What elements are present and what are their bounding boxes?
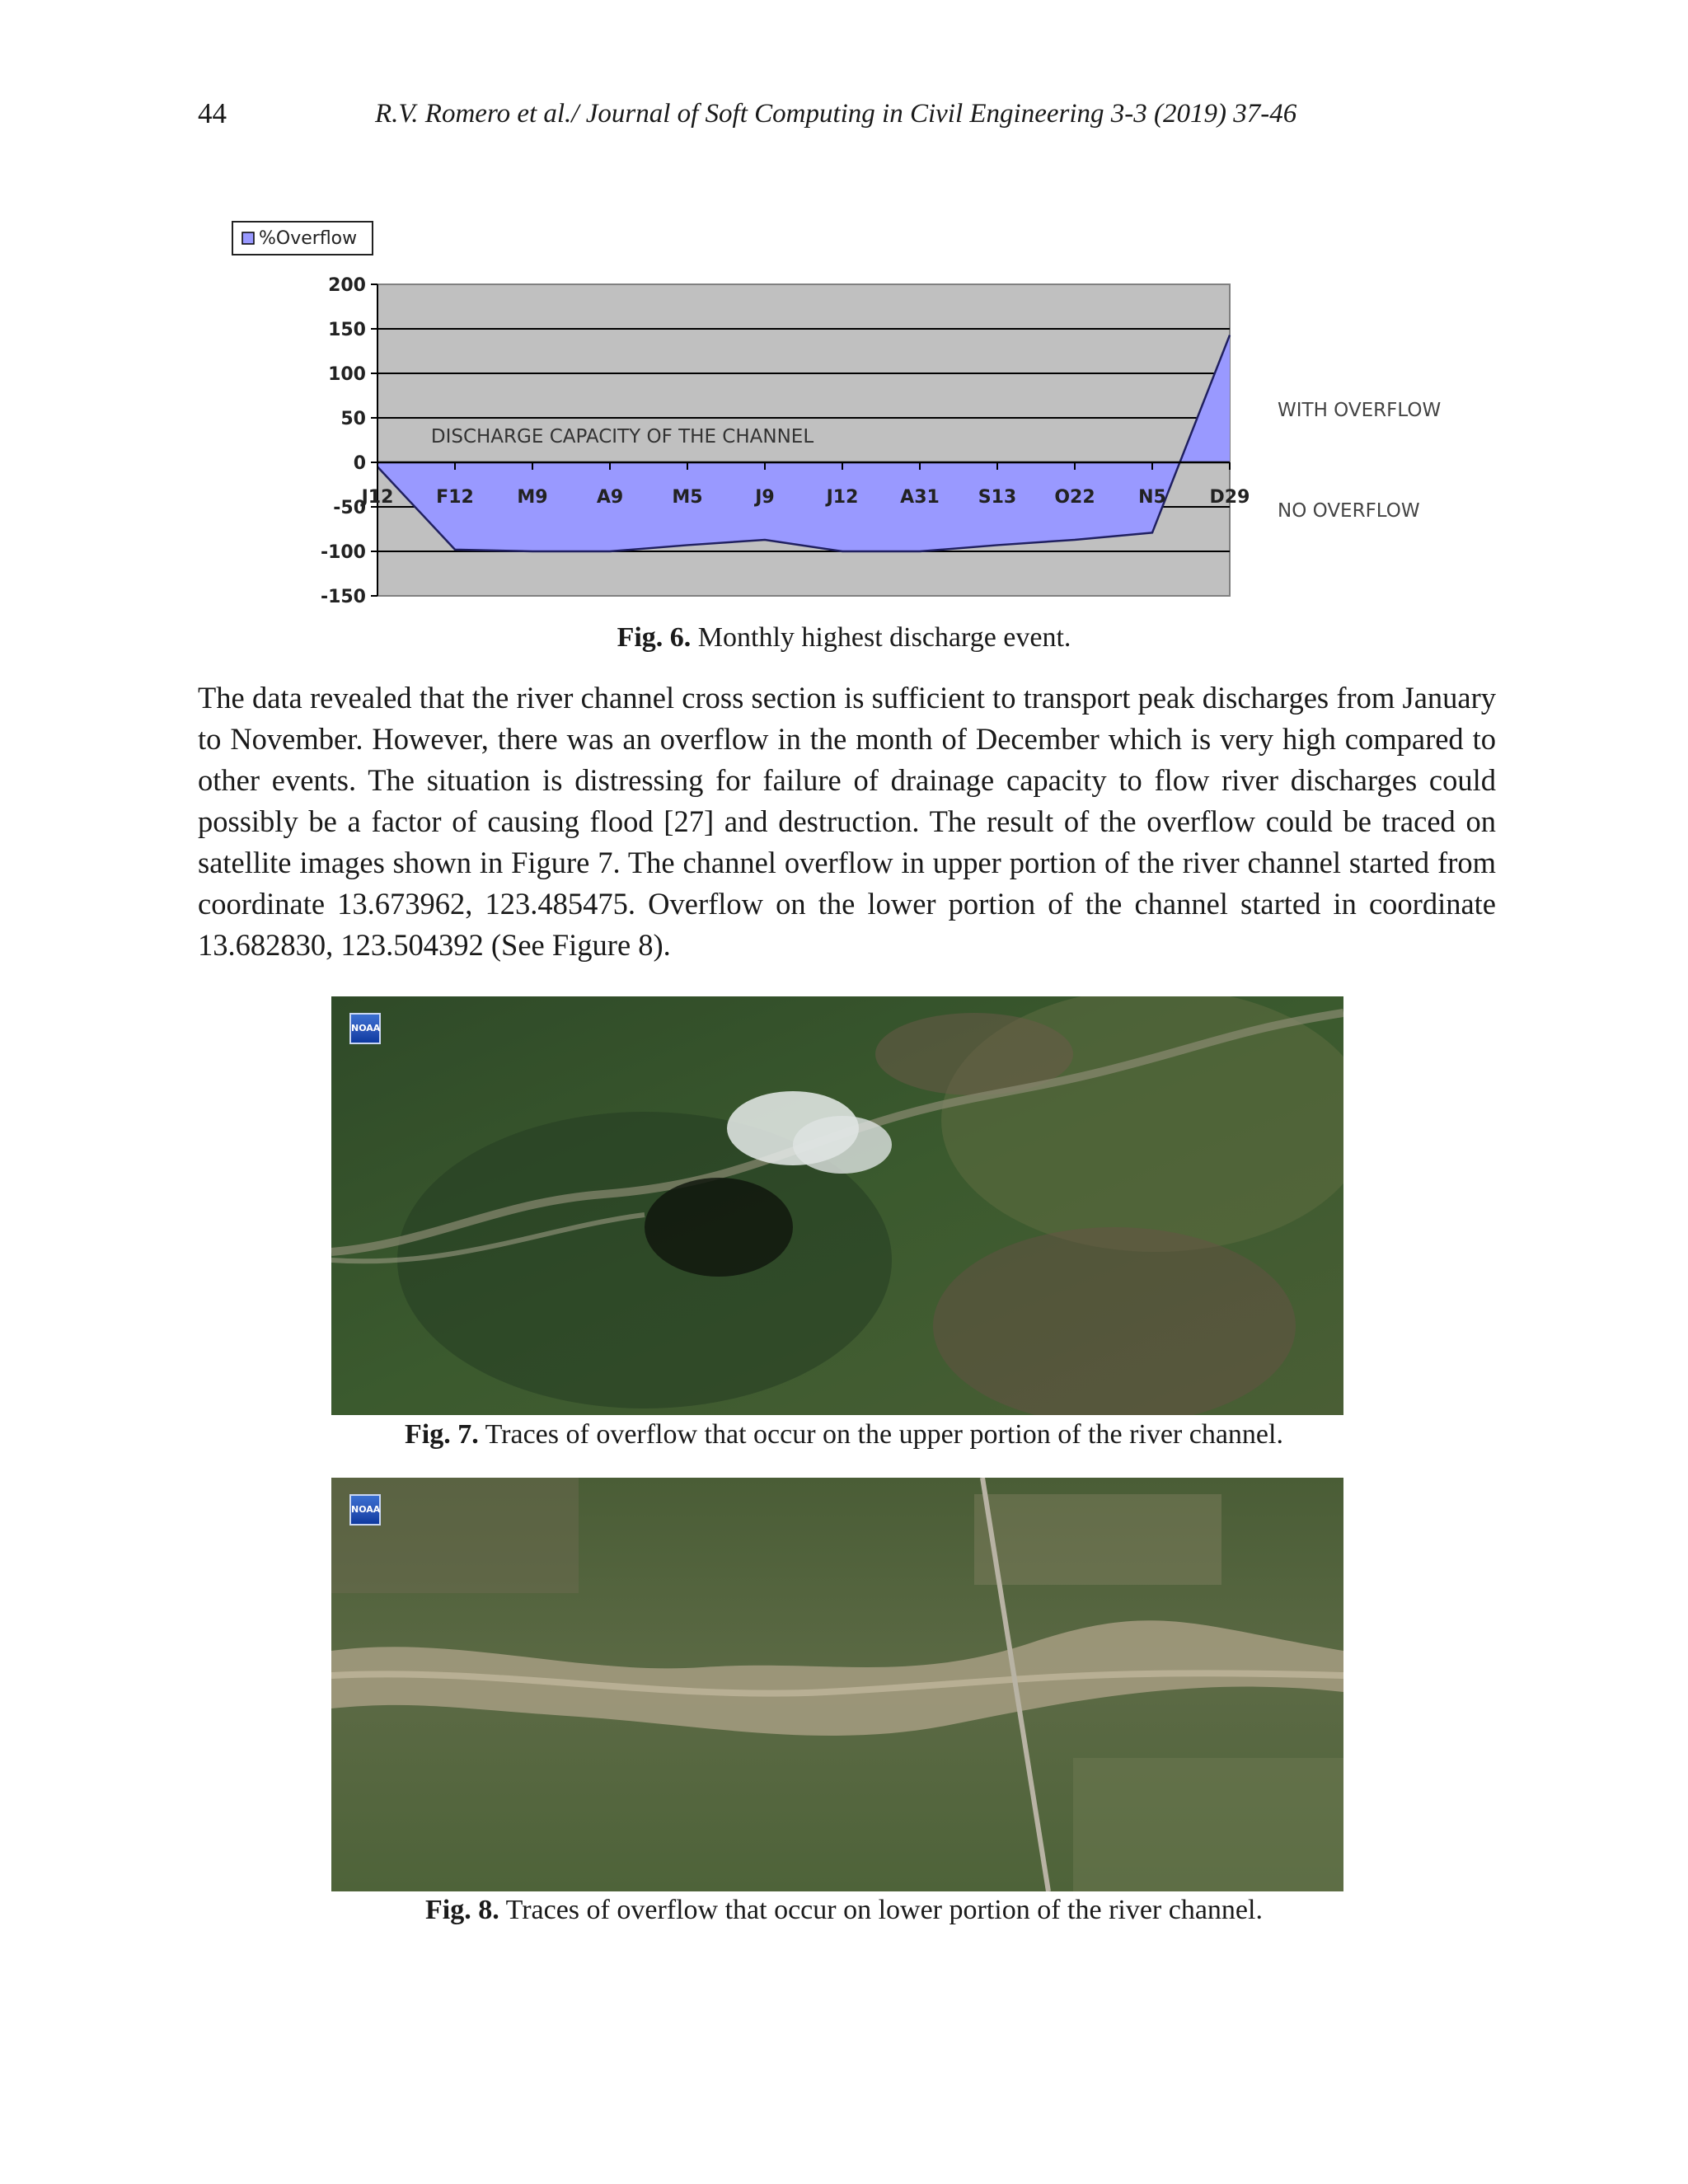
fig6-label: Fig. 6. [617,622,692,653]
x-tick-label: A31 [900,487,940,508]
fig7-image [331,996,1343,1415]
page-number: 44 [198,97,227,129]
x-tick-label: S13 [978,487,1017,508]
overflow-chart [223,210,1475,614]
body-paragraph: The data revealed that the river channel cross section is sufficient to transport peak discharges from January to November. However, there was an overflow in the month of December which is very high compared to other events. The situation is distressing for failure of drainage capacity to flow river discharges could possibly be a factor of causing flood [27] and destruction. The result of the overflow could be traced on satellite images shown in Figure 7. The channel overflow in upper portion of the river channel started from coordinate 13.673962, 123.485475. Overflow on the lower portion of the channel started in coordinate 13.682830, 123.504392 (See Figure 8). [198,681,1496,962]
noaa-logo: NOAA [349,1013,381,1044]
fig7-caption [0,1419,1688,1451]
fig6-text: Monthly highest discharge event. [691,622,1071,653]
x-tick-label: J12 [361,487,394,508]
x-tick-label: M5 [672,487,703,508]
x-tick-label: F12 [436,487,474,508]
x-tick-label: M9 [517,487,548,508]
no-overflow-label: NO OVERFLOW [1278,500,1420,522]
y-tick-label: -50 [333,498,366,518]
x-tick-label: O22 [1054,487,1095,508]
fig6-caption [0,622,1688,654]
legend-label: %Overflow [259,228,358,249]
y-tick-label: -100 [320,542,366,563]
fig8-image [331,1478,1343,1891]
fig7-label: Fig. 7. [405,1419,479,1450]
legend-swatch [242,232,254,244]
y-tick-label: 150 [328,320,366,340]
y-tick-label: 100 [328,364,366,385]
x-tick-label: J9 [755,487,775,508]
y-tick-label: 0 [353,453,366,474]
fig8-text: Traces of overflow that occur on lower portion of the river channel. [499,1895,1263,1925]
with-overflow-label: WITH OVERFLOW [1278,400,1442,421]
x-tick-label: N5 [1138,487,1166,508]
y-tick-label: -150 [320,587,366,607]
chart-legend [232,222,373,255]
noaa-logo: NOAA [349,1494,381,1526]
x-tick-label: D29 [1209,487,1250,508]
running-head: R.V. Romero et al./ Journal of Soft Computing in Civil Engineering 3-3 (2019) 37-46 [375,99,1297,129]
fig7-text: Traces of overflow that occur on the upper portion of the river channel. [478,1419,1283,1450]
x-tick-label: J12 [826,487,859,508]
chart-annotation: DISCHARGE CAPACITY OF THE CHANNEL [430,426,814,448]
y-tick-label: 200 [328,275,366,296]
fig8-caption [0,1895,1688,1926]
y-tick-label: 50 [340,409,366,429]
x-tick-label: A9 [596,487,624,508]
fig8-label: Fig. 8. [425,1895,499,1925]
